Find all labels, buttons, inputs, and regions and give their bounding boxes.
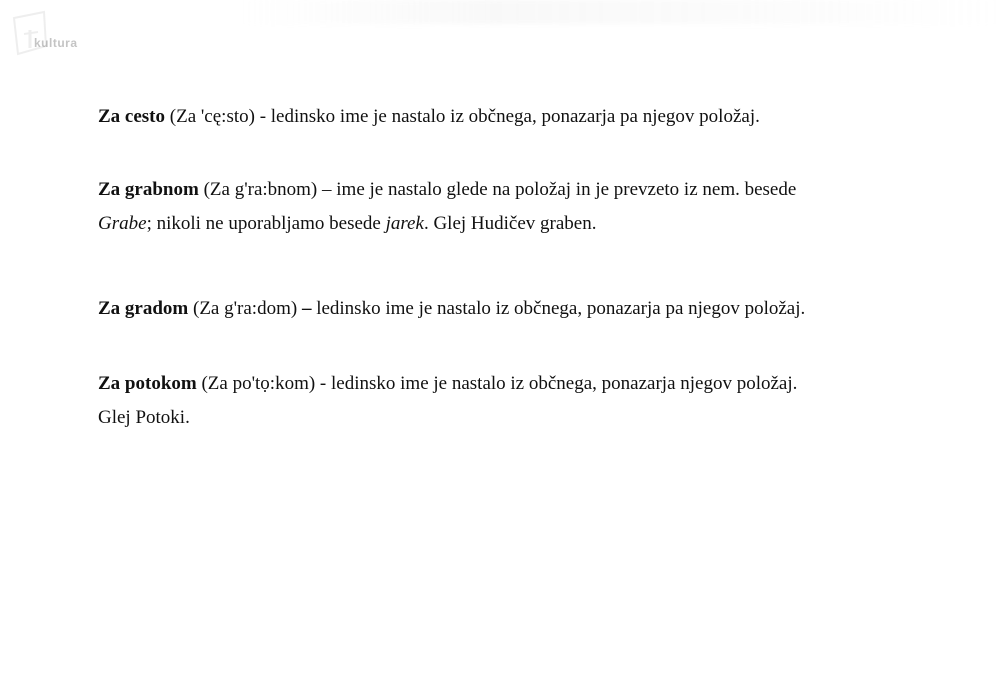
- entry-za-potokom: [98, 367, 797, 435]
- entry-description-end: . Glej Hudičev graben.: [423, 213, 597, 234]
- entry-description: ledinsko ime je nastalo iz občnega, ponazarja pa njegov položaj.: [311, 298, 806, 319]
- entry-pronunciation: (Za po'tọ:kom): [201, 373, 316, 394]
- entry-za-cesto: [98, 100, 760, 134]
- entry-term: Za cesto: [98, 106, 166, 127]
- entry-pronunciation: (Za g'ra:bnom): [203, 179, 318, 200]
- entry-term: Za grabnom: [98, 179, 199, 200]
- entry-description-continued: ; nikoli ne uporabljamo besede: [146, 213, 386, 234]
- watermark-text: kultura: [34, 36, 78, 50]
- watermark-logo-icon: [10, 10, 120, 58]
- entry-see-also: Glej Potoki.: [98, 407, 190, 428]
- entry-pronunciation: (Za g'ra:dom): [193, 298, 298, 319]
- entry-term: Za potokom: [98, 373, 197, 394]
- entry-za-gradom: [98, 292, 805, 326]
- italic-word-jarek: jarek: [385, 213, 424, 234]
- entry-description: - ledinsko ime je nastalo iz občnega, ponazarja njegov položaj.: [315, 373, 798, 394]
- entry-description: - ledinsko ime je nastalo iz občnega, ponazarja pa njegov položaj.: [254, 106, 760, 127]
- entry-term: Za gradom: [98, 298, 189, 319]
- entry-description: – ime je nastalo glede na položaj in je prevzeto iz nem. besede: [317, 179, 797, 200]
- italic-word-grabe: Grabe: [98, 213, 147, 234]
- entry-dash: –: [297, 298, 312, 319]
- entry-pronunciation: (Za 'cę:sto): [169, 106, 255, 127]
- entry-za-grabnom: [98, 173, 796, 241]
- top-edge-fade: [240, 0, 1000, 24]
